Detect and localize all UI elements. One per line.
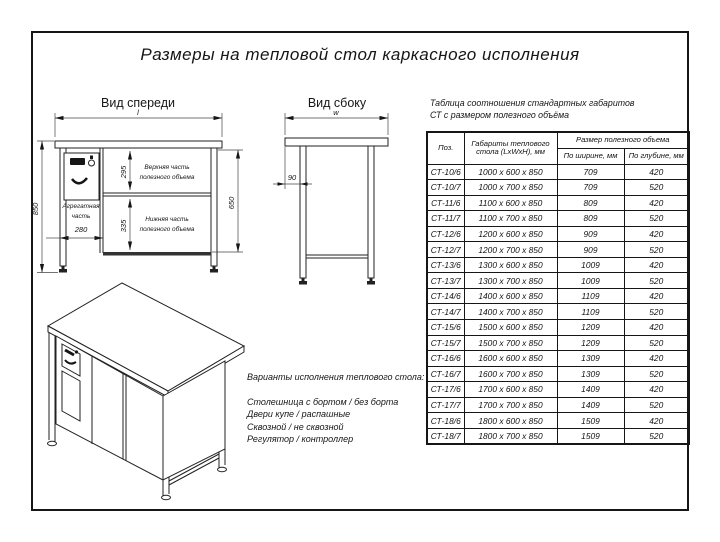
option-item: Сквозной / не сквозной bbox=[247, 421, 344, 432]
table-cell: 709 bbox=[557, 180, 624, 196]
table-cell: 1209 bbox=[557, 335, 624, 351]
table-cell: 1000 х 600 х 850 bbox=[464, 164, 557, 180]
table-cell: 1009 bbox=[557, 273, 624, 289]
table-cell: 420 bbox=[624, 319, 689, 335]
table-cell: СТ-12/6 bbox=[427, 226, 464, 242]
table-cell: 1100 х 600 х 850 bbox=[464, 195, 557, 211]
table-cell: 420 bbox=[624, 257, 689, 273]
option-item: Столешница с бортом / без борта bbox=[247, 396, 399, 407]
table-cell: СТ-16/7 bbox=[427, 366, 464, 382]
col-header-width: По ширине, мм bbox=[557, 148, 624, 164]
table-row bbox=[427, 304, 689, 320]
table-cell: 809 bbox=[557, 211, 624, 227]
dim-length bbox=[55, 108, 222, 137]
table-cell: 1700 х 600 х 850 bbox=[464, 382, 557, 398]
table-cell: 1500 х 600 х 850 bbox=[464, 319, 557, 335]
table-cell: СТ-11/6 bbox=[427, 195, 464, 211]
table-cell: 909 bbox=[557, 242, 624, 258]
table-cell: 1209 bbox=[557, 319, 624, 335]
table-cell: СТ-10/7 bbox=[427, 180, 464, 196]
table-cell: СТ-17/7 bbox=[427, 397, 464, 413]
table-cell: 520 bbox=[624, 242, 689, 258]
table-cell: СТ-14/6 bbox=[427, 288, 464, 304]
table-cell: 1400 х 600 х 850 bbox=[464, 288, 557, 304]
table-cell: 1700 х 700 х 850 bbox=[464, 397, 557, 413]
table-cell: 420 bbox=[624, 226, 689, 242]
table-cell: 520 bbox=[624, 180, 689, 196]
dim-leg-offset-value: 90 bbox=[287, 173, 297, 182]
side-tabletop bbox=[285, 138, 388, 146]
table-row bbox=[427, 382, 689, 398]
table-cell: СТ-18/6 bbox=[427, 413, 464, 429]
table-cell: 1109 bbox=[557, 288, 624, 304]
table-row bbox=[427, 319, 689, 335]
options-title: Варианты исполнения теплового стола: bbox=[247, 372, 425, 382]
front-tabletop bbox=[55, 141, 222, 148]
control-panel bbox=[64, 153, 99, 200]
table-cell: СТ-12/7 bbox=[427, 242, 464, 258]
dim-width bbox=[285, 108, 388, 135]
table-cell: 420 bbox=[624, 288, 689, 304]
lower-section-label: Нижняя часть bbox=[145, 216, 189, 223]
table-cell: 520 bbox=[624, 273, 689, 289]
table-cell: 420 bbox=[624, 413, 689, 429]
table-cell: 420 bbox=[624, 351, 689, 367]
table-caption: Таблица соотношения стандартных габаритов СТ с размером полезного объёма bbox=[430, 98, 635, 120]
display-icon bbox=[70, 158, 85, 165]
options-block bbox=[247, 371, 432, 446]
table-cell: 1200 х 600 х 850 bbox=[464, 226, 557, 242]
svg-text:295: 295 bbox=[119, 165, 128, 179]
svg-text:650: 650 bbox=[227, 196, 236, 210]
table-cell: 520 bbox=[624, 397, 689, 413]
table-cell: 420 bbox=[624, 195, 689, 211]
table-cell: 1800 х 600 х 850 bbox=[464, 413, 557, 429]
svg-text:335: 335 bbox=[119, 219, 128, 233]
table-cell: СТ-15/6 bbox=[427, 319, 464, 335]
table-row bbox=[427, 257, 689, 273]
table-body bbox=[427, 164, 689, 444]
option-item: Двери купе / распашные bbox=[247, 409, 351, 419]
table-row bbox=[427, 226, 689, 242]
option-item: Регулятор / контроллер bbox=[247, 434, 354, 444]
col-header-depth: По глубине, мм bbox=[624, 148, 689, 164]
table-cell: СТ-14/7 bbox=[427, 304, 464, 320]
col-header-dims: Габариты теплового стола (LxWxH), мм bbox=[464, 132, 557, 164]
lower-section-label-2: полезного объема bbox=[139, 226, 195, 233]
svg-text:850: 850 bbox=[31, 202, 40, 216]
table-cell: 520 bbox=[624, 335, 689, 351]
table-cell: 1009 bbox=[557, 257, 624, 273]
table-cell: 1600 х 700 х 850 bbox=[464, 366, 557, 382]
table-cell: СТ-15/7 bbox=[427, 335, 464, 351]
table-cell: 909 bbox=[557, 226, 624, 242]
side-legs bbox=[299, 146, 375, 285]
table-cell: 1300 х 700 х 850 bbox=[464, 273, 557, 289]
table-cell: 809 bbox=[557, 195, 624, 211]
table-row bbox=[427, 180, 689, 196]
table-row bbox=[427, 366, 689, 382]
table-cell: 1109 bbox=[557, 304, 624, 320]
front-view-label: Вид спереди bbox=[101, 96, 175, 110]
table-row bbox=[427, 195, 689, 211]
table-cell: СТ-13/6 bbox=[427, 257, 464, 273]
table-row bbox=[427, 211, 689, 227]
table-cell: СТ-13/7 bbox=[427, 273, 464, 289]
table-cell: 709 bbox=[557, 164, 624, 180]
table-row bbox=[427, 273, 689, 289]
table-row bbox=[427, 164, 689, 180]
table-cell: 1300 х 600 х 850 bbox=[464, 257, 557, 273]
table-cell: 520 bbox=[624, 304, 689, 320]
dim-lower-height bbox=[119, 199, 130, 250]
table-cell: 1509 bbox=[557, 413, 624, 429]
table-cell: 1600 х 600 х 850 bbox=[464, 351, 557, 367]
table-cell: 1000 х 700 х 850 bbox=[464, 180, 557, 196]
aggregate-label: Агрегатная bbox=[62, 203, 100, 210]
dimensions-table bbox=[426, 131, 690, 445]
table-row bbox=[427, 242, 689, 258]
table-row bbox=[427, 288, 689, 304]
table-cell: 1800 х 700 х 850 bbox=[464, 428, 557, 444]
table-cell: 520 bbox=[624, 428, 689, 444]
svg-text:280: 280 bbox=[74, 225, 88, 234]
isometric-drawing bbox=[35, 272, 250, 510]
upper-section-label: Верхняя часть bbox=[144, 164, 190, 171]
table-cell: СТ-17/6 bbox=[427, 382, 464, 398]
table-cell: 520 bbox=[624, 211, 689, 227]
bottom-shelf bbox=[103, 252, 211, 256]
table-cell: 1400 х 700 х 850 bbox=[464, 304, 557, 320]
dim-upper-height bbox=[119, 151, 130, 190]
front-view-drawing bbox=[30, 92, 260, 294]
table-row bbox=[427, 335, 689, 351]
table-cell: 520 bbox=[624, 366, 689, 382]
table-cell: 1409 bbox=[557, 397, 624, 413]
table-cell: 1309 bbox=[557, 351, 624, 367]
table-cell: СТ-18/7 bbox=[427, 428, 464, 444]
table-cell: 1500 х 700 х 850 bbox=[464, 335, 557, 351]
table-row bbox=[427, 428, 689, 444]
side-view-label: Вид сбоку bbox=[307, 96, 367, 110]
table-cell: СТ-11/7 bbox=[427, 211, 464, 227]
table-cell: СТ-16/6 bbox=[427, 351, 464, 367]
aggregate-label-2: часть bbox=[71, 213, 91, 220]
table-cell: 1100 х 700 х 850 bbox=[464, 211, 557, 227]
table-cell: 1409 bbox=[557, 382, 624, 398]
table-cell: 420 bbox=[624, 164, 689, 180]
dim-width-value: w bbox=[333, 108, 339, 117]
col-header-useful: Размер полезного объема bbox=[557, 132, 689, 148]
table-cell: 420 bbox=[624, 382, 689, 398]
drawing-title: Размеры на тепловой стол каркасного исполнения bbox=[140, 45, 580, 64]
col-header-pos: Поз. bbox=[427, 132, 464, 164]
table-cell: СТ-10/6 bbox=[427, 164, 464, 180]
table-cell: 1200 х 700 х 850 bbox=[464, 242, 557, 258]
table-row bbox=[427, 413, 689, 429]
dim-length-value: l bbox=[137, 108, 139, 117]
dim-overall-height bbox=[31, 141, 58, 273]
dim-aggregate-width bbox=[46, 225, 103, 238]
iso-control-panel bbox=[62, 344, 80, 421]
table-row bbox=[427, 397, 689, 413]
table-row bbox=[427, 351, 689, 367]
table-cell: 1509 bbox=[557, 428, 624, 444]
upper-section-label-2: полезного объема bbox=[139, 174, 195, 181]
table-cell: 1309 bbox=[557, 366, 624, 382]
side-view-drawing bbox=[260, 92, 430, 307]
